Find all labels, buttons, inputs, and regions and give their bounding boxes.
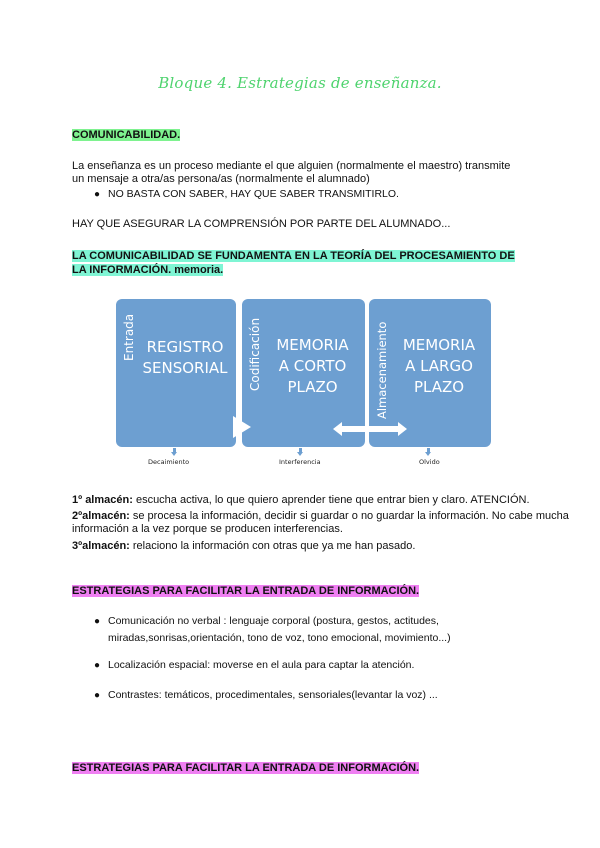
intro-paragraph-line-2: un mensaje a otra/as persona/as (normalmente el alumnado) (72, 173, 370, 185)
bullet-dot-icon: ● (94, 690, 101, 701)
under-label-decaimiento: Decaimiento (148, 458, 190, 466)
side-label-almacenamiento: Almacenamiento (375, 321, 389, 419)
under-label-olvido: Olvido (419, 458, 440, 466)
section-heading-estrategias: ESTRATEGIAS PARA FACILITAR LA ENTRADA DE INFORMACIÓN. (72, 585, 420, 597)
box-line: MEMORIA (402, 336, 476, 354)
side-label-codificacion: Codificación (248, 317, 262, 391)
bullet-dot-icon: ● (94, 189, 101, 200)
box-line: REGISTRO (146, 338, 224, 356)
section-heading-comunicabilidad: COMUNICABILIDAD. (72, 129, 181, 141)
storage-1: 1º almacén: escucha activa, lo que quiero aprender tiene que entrar bien y claro. ATENCIÓN. (72, 494, 530, 506)
side-label-entrada: Entrada (122, 313, 136, 361)
down-arrow-icon (425, 448, 431, 456)
storage-3: 3ºalmacén: relaciono la información con otras que ya me han pasado. (72, 540, 416, 552)
under-label-interferencia: Interferencia (279, 458, 321, 466)
bullet-item: ● Comunicación no verbal : lenguaje corporal (postura, gestos, actitudes, miradas,sonrisas,orientación, tono de voz, tono emocional, movimiento...) (94, 615, 451, 644)
bullet-dot-icon: ● (94, 616, 101, 627)
down-arrow-icon (171, 448, 177, 456)
intro-paragraph-line-1: La enseñanza es un proceso mediante el que alguien (normalmente el maestro) transmite (72, 160, 511, 172)
section-heading-estrategias-2: ESTRATEGIAS PARA FACILITAR LA ENTRADA DE INFORMACIÓN. (72, 762, 420, 774)
storage-2-continued: información a la vez porque se producen interferencias. (72, 523, 343, 535)
page-title: Bloque 4. Estrategias de enseñanza. (158, 74, 442, 92)
section-heading-procesamiento: LA COMUNICABILIDAD SE FUNDAMENTA EN LA TEORÍA DEL PROCESAMIENTO DE LA INFORMACIÓN. memoria. (72, 250, 515, 276)
box-line: PLAZO (287, 378, 338, 396)
arrow-right-icon (233, 416, 253, 438)
double-arrow-icon (333, 422, 407, 436)
down-arrow-icon (297, 448, 303, 456)
bullet-dot-icon: ● (94, 660, 101, 671)
bullet-item: ● NO BASTA CON SABER, HAY QUE SABER TRANSMITIRLO. (94, 188, 399, 200)
box-line: A LARGO (405, 357, 473, 375)
box-line: SENSORIAL (142, 359, 228, 377)
bullet-item: ● Contrastes: temáticos, procedimentales, sensoriales(levantar la voz) ... (94, 689, 438, 701)
box-line: A CORTO (278, 357, 347, 375)
note-line: HAY QUE ASEGURAR LA COMPRENSIÓN POR PARTE DEL ALUMNADO... (72, 218, 451, 230)
storage-2: 2ºalmacén: se procesa la información, decidir si guardar o no guardar la información. No cabe mucha (72, 510, 569, 522)
bullet-item: ● Localización espacial: moverse en el aula para captar la atención. (94, 659, 415, 671)
box-line: PLAZO (413, 378, 465, 396)
box-registro-sensorial (116, 299, 236, 447)
box-line: MEMORIA (276, 336, 349, 354)
